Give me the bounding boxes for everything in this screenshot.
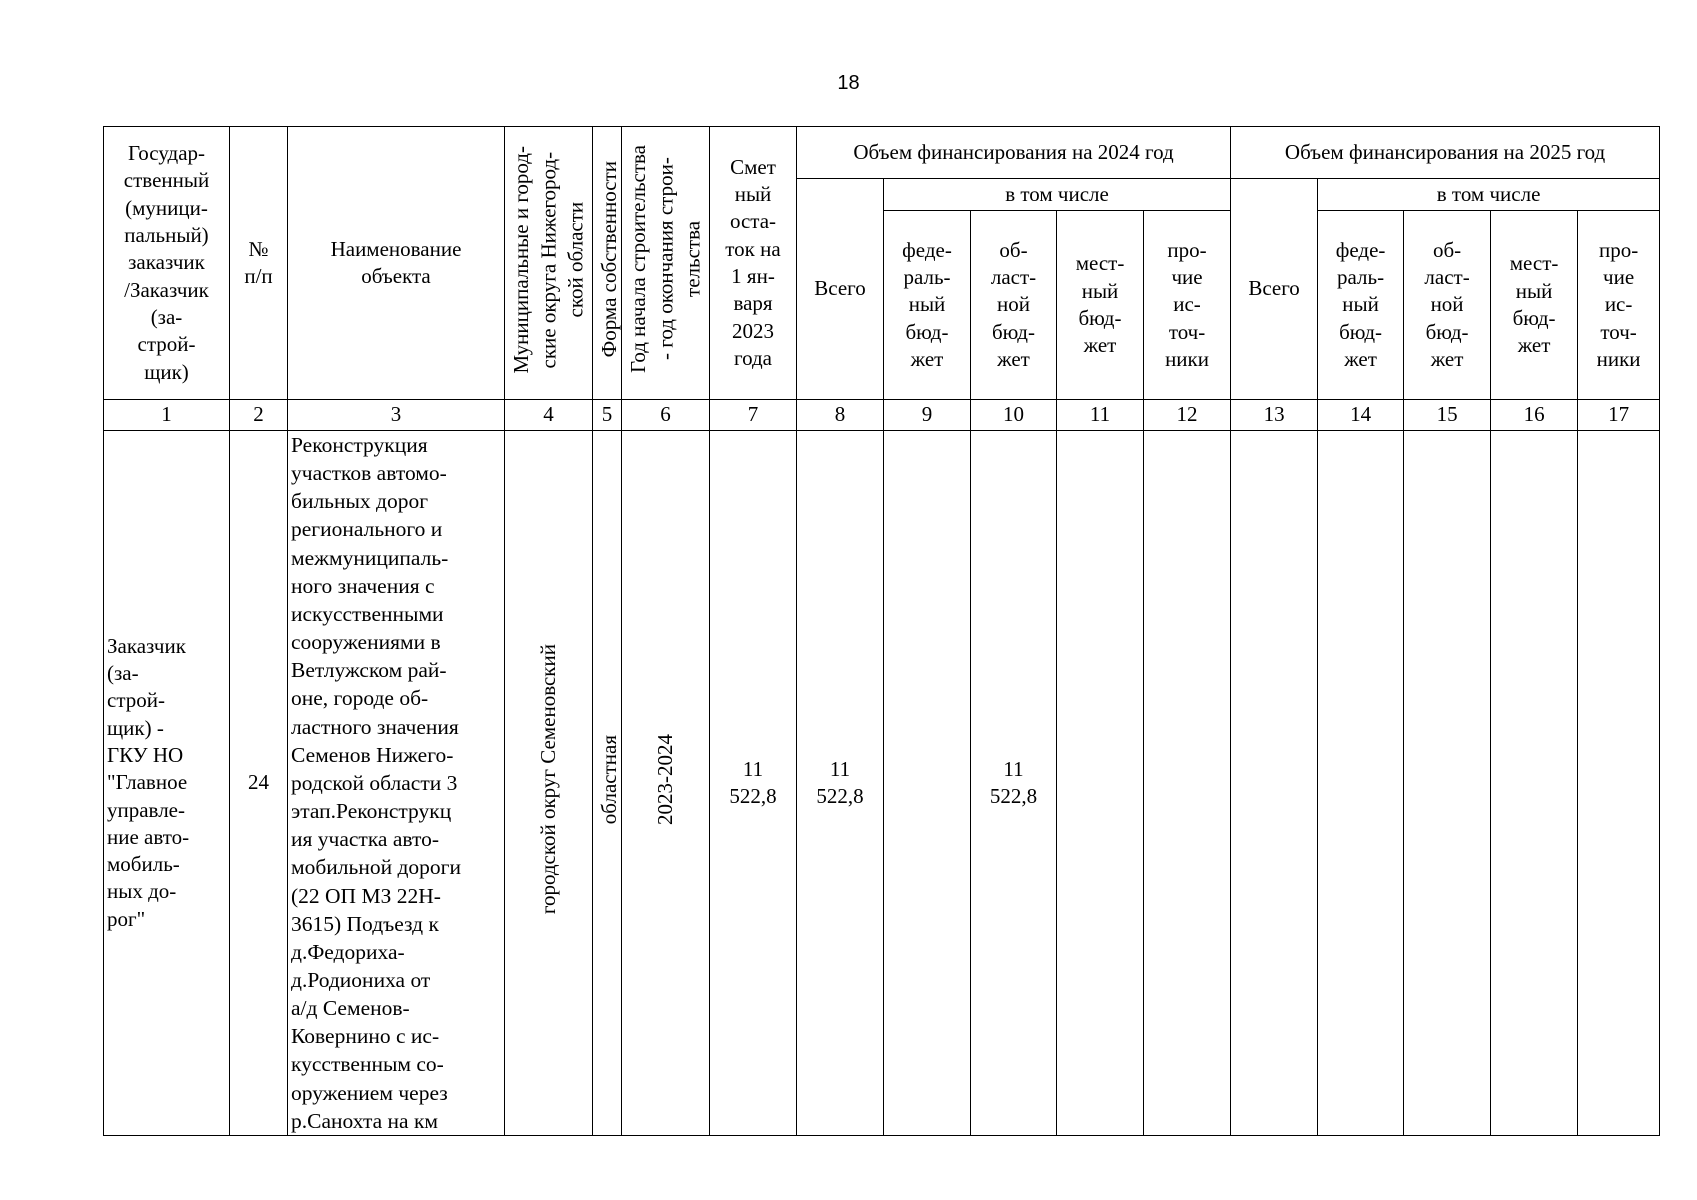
column-number: 14 — [1318, 400, 1404, 431]
header-ownership — [593, 127, 622, 400]
header-funding-2025: Объем финансирования на 2025 год — [1231, 127, 1660, 179]
header-federal-2025: феде- раль- ный бюд- жет — [1318, 211, 1404, 400]
header-total-2025: Всего — [1231, 179, 1318, 400]
column-number: 4 — [505, 400, 593, 431]
header-total-2024: Всего — [797, 179, 884, 400]
row-years — [622, 431, 710, 1136]
column-number: 12 — [1144, 400, 1231, 431]
header-other-2025: про- чие ис- точ- ники — [1578, 211, 1660, 400]
column-number: 16 — [1491, 400, 1578, 431]
row-local-2025 — [1491, 431, 1578, 1136]
row-municipality — [505, 431, 593, 1136]
column-number: 1 — [104, 400, 230, 431]
row-federal-2025 — [1318, 431, 1404, 1136]
column-number: 15 — [1404, 400, 1491, 431]
header-object-name: Наименование объекта — [288, 127, 505, 400]
column-number: 5 — [593, 400, 622, 431]
header-local-2024: мест- ный бюд- жет — [1057, 211, 1144, 400]
row-municipality-text: городской округ Семеновский — [535, 644, 560, 915]
column-number-row — [104, 400, 1660, 431]
header-federal-2024: феде- раль- ный бюд- жет — [884, 211, 971, 400]
row-object-name: Реконструкция участков автомо- бильных дорог регионального и межмуниципаль- ного значения с искусственными сооружениями в Ветлужском рай- оне, городе об- ластного значения Семенов Нижего- родской области 3 этап.Реконструкц ия участка авто- мобильной дороги (22 ОП МЗ 22Н- 3615) Подъезд к д.Федориха- д.Родиониха от а/д Семенов- Ковернино с ис- кусственным со- оружением через р.Санохта на км — [288, 431, 505, 1136]
row-years-text: 2023-2024 — [652, 733, 677, 825]
column-number: 3 — [288, 400, 505, 431]
header-number: № п/п — [230, 127, 288, 400]
column-number: 9 — [884, 400, 971, 431]
row-estimated-balance: 11 522,8 — [710, 431, 797, 1136]
header-regional-2024: об- ласт- ной бюд- жет — [971, 211, 1057, 400]
header-funding-2024: Объем финансирования на 2024 год — [797, 127, 1231, 179]
header-row-1 — [104, 127, 1660, 179]
table-row — [104, 431, 1660, 1136]
row-other-2025 — [1578, 431, 1660, 1136]
column-number: 2 — [230, 400, 288, 431]
column-number: 17 — [1578, 400, 1660, 431]
row-number: 24 — [230, 431, 288, 1136]
header-estimated-balance: Смет ный оста- ток на 1 ян- варя 2023 года — [710, 127, 797, 400]
header-municipality — [505, 127, 593, 400]
row-regional-2024: 11 522,8 — [971, 431, 1057, 1136]
row-ownership-text: областная — [597, 734, 621, 824]
column-number: 10 — [971, 400, 1057, 431]
investment-table — [103, 126, 1660, 1136]
row-ownership — [593, 431, 622, 1136]
header-including-2024: в том числе — [884, 179, 1231, 211]
header-ownership-text: Форма собственности — [597, 161, 621, 358]
row-other-2024 — [1144, 431, 1231, 1136]
row-customer: Заказчик (за- строй- щик) - ГКУ НО "Главное управле- ние авто- мобиль- ных до- рог" — [104, 431, 230, 1136]
header-customer: Государ- ственный (муници- пальный) заказчик /Заказчик (за- строй- щик) — [104, 127, 230, 400]
header-years-text: Год начала строительства - год окончания строи- тельства — [626, 145, 705, 374]
page-number: 18 — [837, 72, 860, 94]
header-local-2025: мест- ный бюд- жет — [1491, 211, 1578, 400]
header-municipality-text: Муниципальные и город- ские округа Нижегород- ской области — [509, 145, 588, 374]
header-years — [622, 127, 710, 400]
column-number: 11 — [1057, 400, 1144, 431]
column-number: 6 — [622, 400, 710, 431]
header-other-2024: про- чие ис- точ- ники — [1144, 211, 1231, 400]
row-total-2024: 11 522,8 — [797, 431, 884, 1136]
row-federal-2024 — [884, 431, 971, 1136]
column-number: 13 — [1231, 400, 1318, 431]
header-regional-2025: об- ласт- ной бюд- жет — [1404, 211, 1491, 400]
row-regional-2025 — [1404, 431, 1491, 1136]
column-number: 8 — [797, 400, 884, 431]
column-number: 7 — [710, 400, 797, 431]
row-local-2024 — [1057, 431, 1144, 1136]
header-including-2025: в том числе — [1318, 179, 1660, 211]
row-total-2025 — [1231, 431, 1318, 1136]
